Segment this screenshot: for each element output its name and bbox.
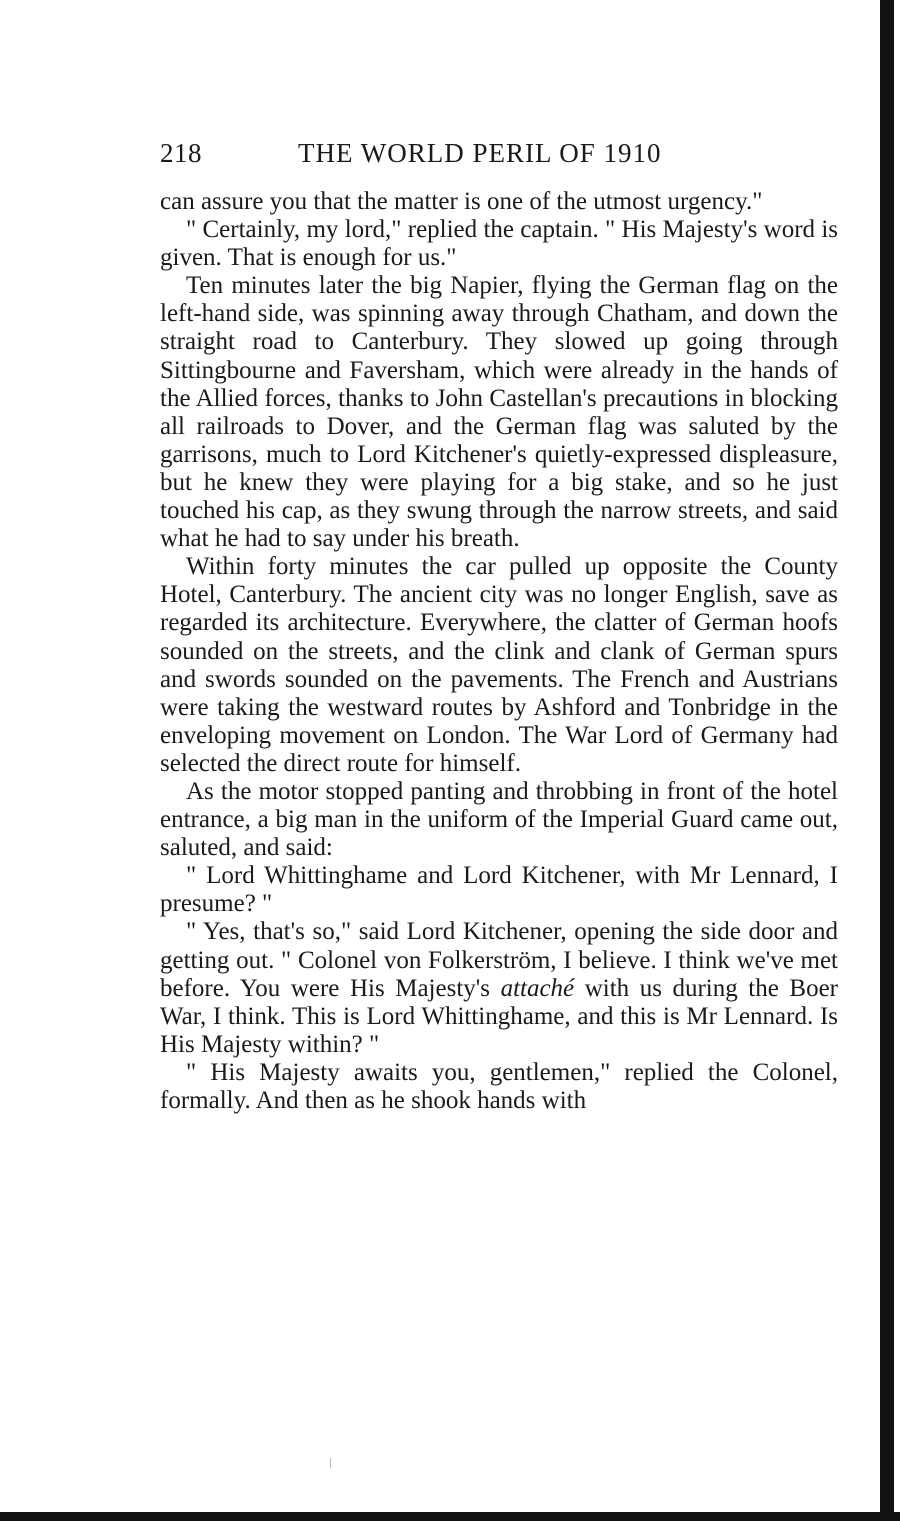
- scan-mark: [330, 1458, 331, 1468]
- running-head: [160, 136, 840, 170]
- paragraph-continues: " His Majesty awaits you, gentlemen," replied the Colonel, formally. And then as he shook hands with: [160, 1058, 838, 1114]
- paragraph: As the motor stopped panting and throbbing in front of the hotel entrance, a big man in the uniform of the Imperial Guard came out, saluted, and said:: [160, 777, 838, 862]
- paragraph-continued: can assure you that the matter is one of the utmost urgency.": [160, 188, 763, 215]
- running-title: THE WORLD PERIL OF 1910: [298, 138, 662, 168]
- scan-edge-right: [880, 0, 894, 1521]
- paragraph: [160, 918, 838, 1058]
- paragraph: Ten minutes later the big Napier, flying the German flag on the left-hand side, was spinning away through Chatham, and down the straight road to Canterbury. They slowed up going through Sittingbourne and Faversham, which were already in the hands of the Allied forces, thanks to John Castellan's precautions in blocking all railroads to Dover, and the German flag was saluted by the garrisons, much to Lord Kitchener's quietly-expressed displeasure, but he knew they were playing for a big stake, and so he just touched his cap, as they swung through the narrow streets, and said what he had to say under his breath.: [160, 272, 838, 553]
- body-text: [160, 188, 838, 1115]
- paragraph: Within forty minutes the car pulled up opposite the County Hotel, Canterbury. The ancient city was no longer English, save as regarded its architecture. Everywhere, the clatter of German hoofs sounded on the streets, and the clink and clank of German spurs and swords sounded on the pavements. The French and Austrians were taking the westward routes by Ashford and Tonbridge in the enveloping movement on London. The War Lord of Germany had selected the direct route for himself.: [160, 553, 838, 777]
- scan-edge-bottom: [0, 1512, 900, 1521]
- page-number: 218: [160, 138, 202, 168]
- paragraph-text-segment: " Yes, that's so," said Lord Kitchener, opening the side door and getting out. " Colonel von Folkerström, I believe. I think we've met before. You were His Majesty's: [160, 918, 838, 1002]
- paragraph: " Lord Whittinghame and Lord Kitchener, with Mr Lennard, I presume? ": [160, 862, 838, 918]
- paragraph-text-segment: with us during the Boer War, I think. This is Lord Whittinghame, and this is Mr Lennard. Is His Majesty within? ": [160, 974, 838, 1058]
- paragraph: " Certainly, my lord," replied the captain. " His Majesty's word is given. That is enough for us.": [160, 216, 838, 272]
- italic-word: attaché: [500, 974, 575, 1002]
